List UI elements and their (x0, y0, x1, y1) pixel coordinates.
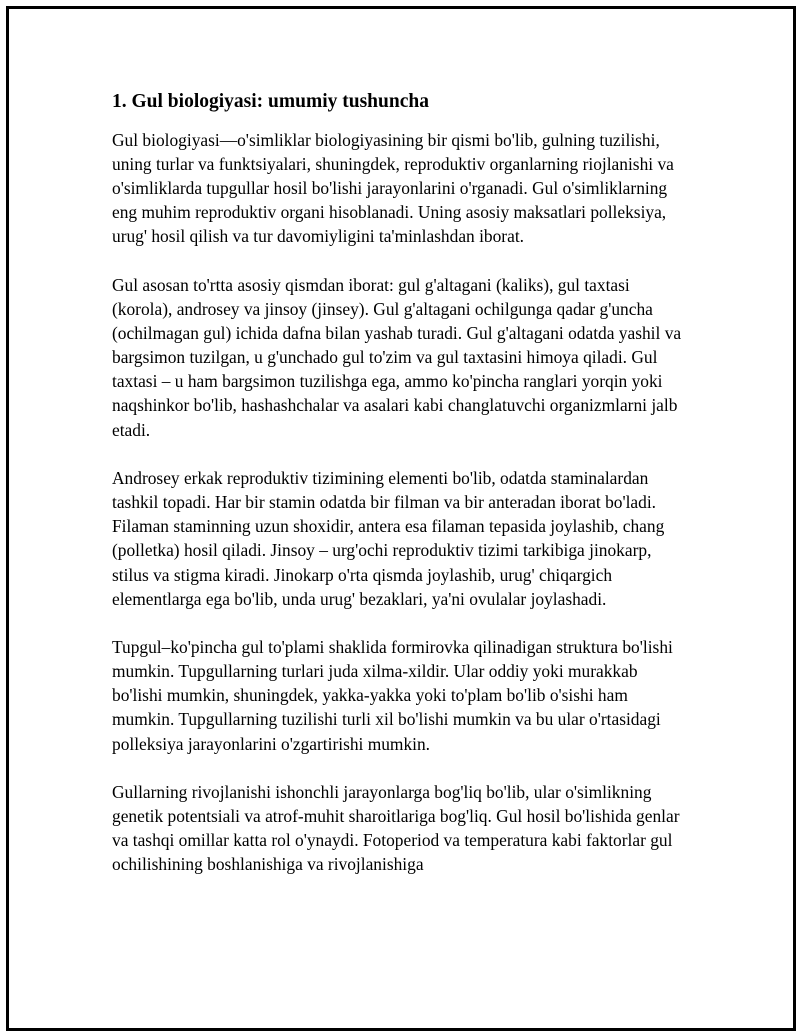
paragraph-development: Gullarning rivojlanishi ishonchli jarayonlarga bog'liq bo'lib, ular o'simlikning genetik potentsiali va atrof-muhit sharoitlariga bog'liq. Gul hosil bo'lishida genlar va tashqi omillar katta rol o'ynaydi. Fotoperiod va temperatura kabi faktorlar gul ochilishining boshlanishiga va rivojlanishiga (112, 782, 680, 875)
paragraph-intro: Gul biologiyasi—o'simliklar biologiyasining bir qismi bo'lib, gulning tuzilishi, uning turlar va funktsiyalari, shuningdek, reproduktiv organlarning riojlanishi va o'simliklarda tupgullar hosil bo'lishi jarayonlarini o'rganadi. Gul o'simliklarning eng muhim reproduktiv organi hisoblanadi. Uning asosiy maksatlari polleksiya, urug' hosil qilish va tur davomiyligini ta'minlashdan iborat. (112, 130, 674, 247)
paragraph-androecium: Androsey erkak reproduktiv tizimining elementi bo'lib, odatda staminalardan tashkil topadi. Har bir stamin odatda bir filman va bir anteradan iborat bo'ladi. Filaman staminning uzun shoxidir, antera esa filaman tepasida joylashib, chang (polletka) hosil qiladi. Jinsoy – urg'ochi reproduktiv tizimi tarkibiga jinokarp, stilus va stigma kiradi. Jinokarp o'rta qismda joylashib, urug' chiqargich elementlarga ega bo'lib, unda urug' bezaklari, ya'ni ovulalar joylashadi. (112, 468, 665, 609)
section-heading: 1. Gul biologiyasi: umumiy tushuncha (112, 91, 429, 112)
document-body (112, 90, 687, 901)
paragraph-inflorescence: Tupgul–ko'pincha gul to'plami shaklida formirovka qilinadigan struktura bo'lishi mumkin. Tupgullarning turlari juda xilma-xildir. Ular oddiy yoki murakkab bo'lishi mumkin, shuningdek, yakka-yakka yoki to'plam bo'lib o'sishi ham mumkin. Tupgullarning tuzilishi turli xil bo'lishi mumkin va bu ular o'rtasidagi polleksiya jarayonlarini o'zgartirishi mumkin. (112, 637, 673, 754)
paragraph-flower-parts: Gul asosan to'rtta asosiy qismdan iborat: gul g'altagani (kaliks), gul taxtasi (korola), androsey va jinsoy (jinsey). Gul g'altagani ochilgunga qadar g'uncha (ochilmagan gul) ichida dafna bilan yashab turadi. Gul g'altagani odatda yashil va bargsimon tuzilgan, u g'unchado gul to'zim va gul taxtasini himoya qiladi. Gul taxtasi – u ham bargsimon tuzilishga ega, ammo ko'pincha ranglari yorqin yoki naqshinkor bo'lib, hashashchalar va asalari kabi changlatuvchi organizmlarni jalb etadi. (112, 274, 682, 440)
